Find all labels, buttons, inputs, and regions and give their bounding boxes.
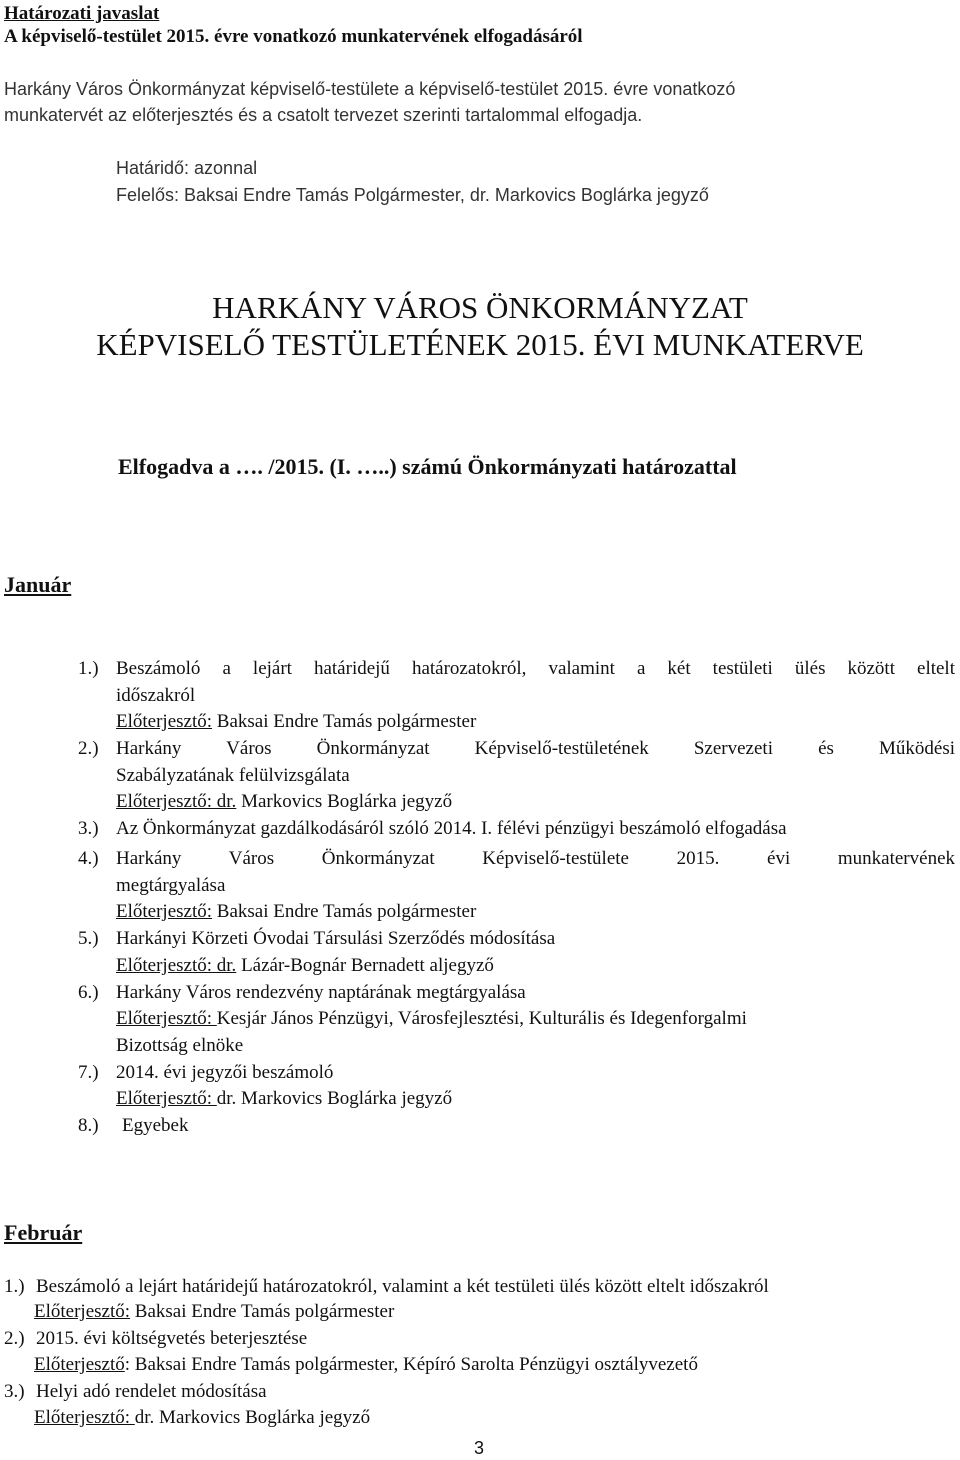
presenter-name: Lázár-Bognár Bernadett aljegyző bbox=[236, 955, 494, 976]
presenter-name: Markovics Boglárka jegyző bbox=[236, 791, 453, 812]
list-item-text: Az Önkormányzat gazdálkodásáról szóló 2014. I. félévi pénzügyi beszámoló elfogadása bbox=[116, 818, 787, 839]
document-subtitle: A képviselő-testület 2015. évre vonatkozó munkatervének elfogadásáról bbox=[4, 26, 583, 47]
list-item-number: 4.) bbox=[78, 848, 99, 869]
presenter-name: dr. Markovics Boglárka jegyző bbox=[134, 1407, 371, 1428]
presenter-line bbox=[116, 790, 452, 814]
list-item-text: Helyi adó rendelet módosítása bbox=[36, 1381, 267, 1402]
presenter-line bbox=[34, 1406, 370, 1430]
resolution-line: munkatervét az előterjesztés és a csatolt tervezet szerinti tartalommal elfogadja. bbox=[4, 105, 643, 125]
presenter-label: Előterjesztő: bbox=[34, 1301, 131, 1322]
list-item-text: megtárgyalása bbox=[116, 875, 226, 896]
presenter-name: Baksai Endre Tamás polgármester bbox=[212, 901, 477, 922]
list-item-number: 2.) bbox=[78, 738, 99, 759]
list-item-number: 3.) bbox=[78, 818, 99, 839]
list-item-text: 2014. évi jegyzői beszámoló bbox=[116, 1062, 334, 1083]
presenter-label: Előterjesztő: dr. bbox=[116, 791, 237, 812]
list-item-text: Harkány Város Önkormányzat Képviselő-testületének Szervezeti és Működési bbox=[116, 738, 955, 759]
presenter-label: Előterjesztő: dr. bbox=[116, 955, 237, 976]
presenter-line bbox=[116, 954, 494, 978]
work-plan-title: HARKÁNY VÁROS ÖNKORMÁNYZAT bbox=[212, 290, 748, 325]
list-item-text: Beszámoló a lejárt határidejű határozatokról, valamint a két testületi ülés között eltelt időszakról bbox=[36, 1276, 769, 1297]
list-item-text: Egyebek bbox=[122, 1115, 189, 1136]
list-item-text: időszakról bbox=[116, 685, 196, 706]
list-item-text: 2015. évi költségvetés beterjesztése bbox=[36, 1328, 308, 1349]
work-plan-title: KÉPVISELŐ TESTÜLETÉNEK 2015. ÉVI MUNKATERVE bbox=[96, 327, 864, 362]
presenter-line bbox=[116, 900, 476, 924]
list-item-number: 8.) bbox=[78, 1115, 99, 1136]
presenter-line-continued: Bizottság elnöke bbox=[116, 1035, 244, 1056]
presenter-name: dr. Markovics Boglárka jegyző bbox=[216, 1088, 453, 1109]
list-item-text: Harkányi Körzeti Óvodai Társulási Szerződés módosítása bbox=[116, 928, 556, 949]
presenter-line bbox=[34, 1300, 394, 1324]
presenter-name: Baksai Endre Tamás polgármester bbox=[130, 1301, 395, 1322]
list-item-text: Beszámoló a lejárt határidejű határozatokról, valamint a két testületi ülés között eltelt bbox=[116, 658, 955, 679]
page-number: 3 bbox=[474, 1438, 485, 1458]
list-item-text: Szabályzatának felülvizsgálata bbox=[116, 765, 350, 786]
list-item-number: 3.) bbox=[4, 1381, 25, 1402]
list-item-number: 7.) bbox=[78, 1062, 99, 1083]
list-item-text: Harkány Város Önkormányzat Képviselő-testülete 2015. évi munkatervének bbox=[116, 848, 955, 869]
responsible: Felelős: Baksai Endre Tamás Polgármester, dr. Markovics Boglárka jegyző bbox=[116, 185, 709, 205]
list-item-number: 5.) bbox=[78, 928, 99, 949]
adopted-line: Elfogadva a …. /2015. (I. …..) számú Önkormányzati határozattal bbox=[118, 454, 737, 479]
document-title: Határozati javaslat bbox=[4, 3, 160, 24]
presenter-name: : Baksai Endre Tamás polgármester, Képíró Sarolta Pénzügyi osztályvezető bbox=[124, 1354, 698, 1375]
presenter-label: Előterjesztő bbox=[34, 1354, 125, 1375]
list-item-number: 6.) bbox=[78, 982, 99, 1003]
month-heading-january: Január bbox=[4, 572, 72, 597]
presenter-line bbox=[34, 1353, 698, 1377]
resolution-line: Harkány Város Önkormányzat képviselő-testülete a képviselő-testület 2015. évre vonatkozó bbox=[4, 79, 736, 99]
list-item-number: 1.) bbox=[4, 1276, 25, 1297]
presenter-label: Előterjesztő: bbox=[116, 711, 213, 732]
deadline: Határidő: azonnal bbox=[116, 158, 258, 178]
presenter-name: Baksai Endre Tamás polgármester bbox=[212, 711, 477, 732]
presenter-line bbox=[116, 710, 476, 734]
list-item-number: 2.) bbox=[4, 1328, 25, 1349]
presenter-line bbox=[116, 1087, 452, 1111]
presenter-label: Előterjesztő: bbox=[116, 1008, 217, 1029]
presenter-label: Előterjesztő: bbox=[34, 1407, 135, 1428]
list-item-text: Harkány Város rendezvény naptárának megtárgyalása bbox=[116, 982, 526, 1003]
presenter-name: Kesjár János Pénzügyi, Városfejlesztési, Kulturális és Idegenforgalmi bbox=[216, 1008, 747, 1029]
presenter-label: Előterjesztő: bbox=[116, 1088, 217, 1109]
presenter-line bbox=[116, 1007, 747, 1031]
month-heading-february: Február bbox=[4, 1220, 83, 1245]
list-item-number: 1.) bbox=[78, 658, 99, 679]
presenter-label: Előterjesztő: bbox=[116, 901, 213, 922]
